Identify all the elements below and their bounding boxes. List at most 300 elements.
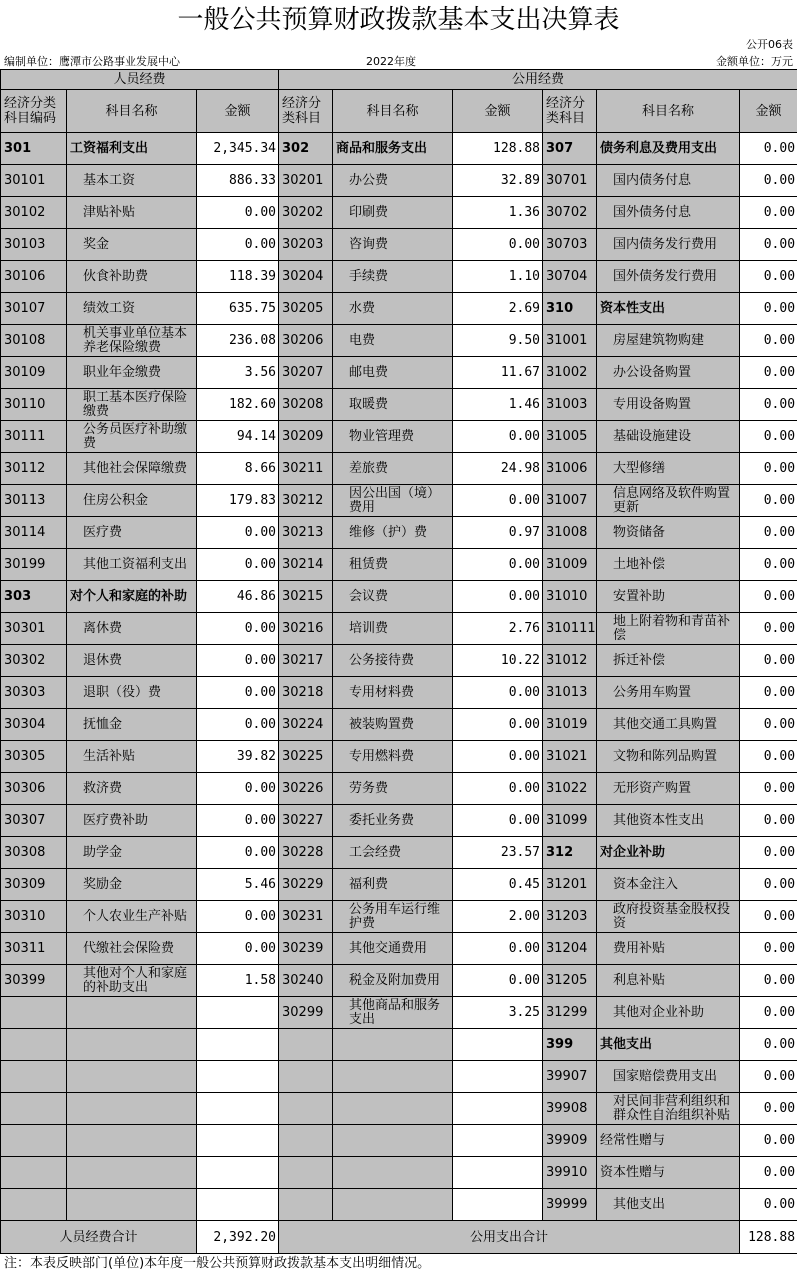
item-amount: 32.89 <box>453 165 543 197</box>
item-name: 离休费 <box>67 613 197 645</box>
item-amount: 0.00 <box>453 709 543 741</box>
item-name: 会议费 <box>333 581 453 613</box>
item-code: 31013 <box>543 677 597 709</box>
item-amount: 0.00 <box>740 453 797 485</box>
item-name: 医疗费补助 <box>67 805 197 837</box>
item-name: 基础设施建设 <box>597 421 740 453</box>
item-name: 邮电费 <box>333 357 453 389</box>
item-amount: 0.00 <box>740 325 797 357</box>
item-amount: 118.39 <box>197 261 279 293</box>
item-name <box>333 1125 453 1157</box>
item-name: 手续费 <box>333 261 453 293</box>
item-name: 工会经费 <box>333 837 453 869</box>
item-code: 30226 <box>279 773 333 805</box>
item-code: 30240 <box>279 965 333 997</box>
item-amount: 0.00 <box>740 613 797 645</box>
table-row <box>1 197 797 229</box>
item-name: 其他交通费用 <box>333 933 453 965</box>
item-amount: 0.00 <box>453 485 543 517</box>
table-row <box>1 453 797 485</box>
item-code: 30239 <box>279 933 333 965</box>
item-amount: 5.46 <box>197 869 279 901</box>
item-code: 31001 <box>543 325 597 357</box>
item-name: 印刷费 <box>333 197 453 229</box>
item-name: 津贴补贴 <box>67 197 197 229</box>
item-name <box>333 1157 453 1189</box>
footnote: 注：本表反映部门(单位)本年度一般公共预算财政拨款基本支出明细情况。 <box>4 1256 431 1271</box>
item-name: 其他支出 <box>597 1029 740 1061</box>
table-row <box>1 389 797 421</box>
item-code: 30304 <box>1 709 67 741</box>
item-amount: 0.00 <box>453 421 543 453</box>
item-amount: 24.98 <box>453 453 543 485</box>
item-name: 对民间非营利组织和群众性自治组织补贴 <box>597 1093 740 1125</box>
item-amount: 0.00 <box>740 421 797 453</box>
item-code: 30301 <box>1 613 67 645</box>
item-name: 其他对企业补助 <box>597 997 740 1029</box>
item-amount: 0.00 <box>740 229 797 261</box>
item-amount: 0.00 <box>740 197 797 229</box>
item-name <box>333 1189 453 1221</box>
item-code: 31021 <box>543 741 597 773</box>
table-row <box>1 709 797 741</box>
item-amount: 0.00 <box>740 1125 797 1157</box>
item-name: 其他商品和服务支出 <box>333 997 453 1029</box>
item-amount: 0.00 <box>740 549 797 581</box>
item-name <box>333 1093 453 1125</box>
item-code: 399 <box>543 1029 597 1061</box>
item-code: 31204 <box>543 933 597 965</box>
item-amount <box>197 1029 279 1061</box>
item-code: 39908 <box>543 1093 597 1125</box>
item-amount: 0.00 <box>740 741 797 773</box>
item-code: 31002 <box>543 357 597 389</box>
col-header-name: 科目名称 <box>597 90 740 133</box>
item-amount <box>197 1189 279 1221</box>
item-amount: 0.00 <box>740 261 797 293</box>
item-amount: 0.00 <box>740 293 797 325</box>
item-code: 39999 <box>543 1189 597 1221</box>
item-amount: 0.00 <box>740 965 797 997</box>
item-name: 培训费 <box>333 613 453 645</box>
item-code: 30203 <box>279 229 333 261</box>
item-name: 费用补贴 <box>597 933 740 965</box>
item-code <box>279 1125 333 1157</box>
item-code: 31006 <box>543 453 597 485</box>
item-amount: 0.00 <box>740 709 797 741</box>
table-row <box>1 805 797 837</box>
item-code: 307 <box>543 133 597 165</box>
item-code: 30108 <box>1 325 67 357</box>
item-name: 住房公积金 <box>67 485 197 517</box>
item-amount: 0.00 <box>740 581 797 613</box>
item-name: 经常性赠与 <box>597 1125 740 1157</box>
item-name: 资本性赠与 <box>597 1157 740 1189</box>
item-code: 31203 <box>543 901 597 933</box>
item-amount: 94.14 <box>197 421 279 453</box>
item-amount: 11.67 <box>453 357 543 389</box>
item-amount: 0.00 <box>740 773 797 805</box>
item-amount <box>453 1157 543 1189</box>
item-name: 政府投资基金股权投资 <box>597 901 740 933</box>
table-row <box>1 933 797 965</box>
item-code: 30702 <box>543 197 597 229</box>
item-code: 39910 <box>543 1157 597 1189</box>
item-code: 30701 <box>543 165 597 197</box>
expenditure-table <box>0 69 797 1254</box>
item-name: 职业年金缴费 <box>67 357 197 389</box>
item-amount: 0.00 <box>740 1093 797 1125</box>
item-name: 公务用车购置 <box>597 677 740 709</box>
item-code: 31012 <box>543 645 597 677</box>
item-code: 31201 <box>543 869 597 901</box>
public-header: 公用经费 <box>279 70 797 90</box>
table-row <box>1 421 797 453</box>
item-code: 30302 <box>1 645 67 677</box>
item-code: 30206 <box>279 325 333 357</box>
item-code: 30111 <box>1 421 67 453</box>
item-code: 30110 <box>1 389 67 421</box>
table-row <box>1 165 797 197</box>
item-amount: 236.08 <box>197 325 279 357</box>
item-amount: 0.00 <box>740 133 797 165</box>
item-code: 30107 <box>1 293 67 325</box>
item-amount: 0.00 <box>197 837 279 869</box>
item-amount: 179.83 <box>197 485 279 517</box>
item-amount: 0.00 <box>453 549 543 581</box>
item-name: 专用材料费 <box>333 677 453 709</box>
item-amount: 0.00 <box>197 613 279 645</box>
item-name: 租赁费 <box>333 549 453 581</box>
table-row <box>1 645 797 677</box>
table-row <box>1 613 797 645</box>
item-name <box>67 1029 197 1061</box>
item-amount: 2.69 <box>453 293 543 325</box>
table-row <box>1 741 797 773</box>
item-amount: 0.00 <box>197 677 279 709</box>
item-amount: 0.00 <box>197 197 279 229</box>
item-name: 安置补助 <box>597 581 740 613</box>
col-header-amount: 金额 <box>197 90 279 133</box>
item-code: 30311 <box>1 933 67 965</box>
item-amount: 9.50 <box>453 325 543 357</box>
page-title: 一般公共预算财政拨款基本支出决算表 <box>177 5 620 35</box>
item-name: 职工基本医疗保险缴费 <box>67 389 197 421</box>
item-name: 物业管理费 <box>333 421 453 453</box>
item-code: 30215 <box>279 581 333 613</box>
item-code <box>1 1093 67 1125</box>
item-name: 文物和陈列品购置 <box>597 741 740 773</box>
table-row <box>1 357 797 389</box>
item-amount: 1.46 <box>453 389 543 421</box>
item-name: 办公设备购置 <box>597 357 740 389</box>
personnel-header: 人员经费 <box>1 70 279 90</box>
item-name: 专用燃料费 <box>333 741 453 773</box>
item-amount <box>453 1061 543 1093</box>
item-name: 资本金注入 <box>597 869 740 901</box>
item-name <box>67 1189 197 1221</box>
item-name: 其他支出 <box>597 1189 740 1221</box>
table-row <box>1 1189 797 1221</box>
item-code <box>1 1125 67 1157</box>
item-amount: 0.00 <box>740 389 797 421</box>
item-code: 30307 <box>1 805 67 837</box>
item-name: 因公出国（境）费用 <box>333 485 453 517</box>
item-name: 商品和服务支出 <box>333 133 453 165</box>
item-name: 公务员医疗补助缴费 <box>67 421 197 453</box>
item-amount <box>197 1093 279 1125</box>
item-name <box>67 1125 197 1157</box>
item-name: 伙食补助费 <box>67 261 197 293</box>
item-name: 差旅费 <box>333 453 453 485</box>
col-header-amount: 金额 <box>740 90 797 133</box>
item-amount: 0.00 <box>740 901 797 933</box>
item-amount: 0.00 <box>197 229 279 261</box>
table-row <box>1 549 797 581</box>
item-amount: 0.00 <box>453 965 543 997</box>
item-name: 对企业补助 <box>597 837 740 869</box>
item-name: 无形资产购置 <box>597 773 740 805</box>
item-code: 30214 <box>279 549 333 581</box>
item-code: 30103 <box>1 229 67 261</box>
item-code: 30227 <box>279 805 333 837</box>
item-code <box>279 1029 333 1061</box>
item-code <box>1 997 67 1029</box>
item-amount: 0.00 <box>197 901 279 933</box>
item-amount: 0.45 <box>453 869 543 901</box>
item-name: 物资储备 <box>597 517 740 549</box>
item-amount: 0.97 <box>453 517 543 549</box>
item-amount: 23.57 <box>453 837 543 869</box>
item-code: 31007 <box>543 485 597 517</box>
item-name: 取暖费 <box>333 389 453 421</box>
item-name: 生活补贴 <box>67 741 197 773</box>
item-name: 税金及附加费用 <box>333 965 453 997</box>
item-code: 30228 <box>279 837 333 869</box>
col-header-code: 经济分类科目编码 <box>1 90 67 133</box>
item-amount: 3.25 <box>453 997 543 1029</box>
item-code: 30299 <box>279 997 333 1029</box>
item-code: 31005 <box>543 421 597 453</box>
item-name: 信息网络及软件购置更新 <box>597 485 740 517</box>
item-code: 30207 <box>279 357 333 389</box>
item-amount: 0.00 <box>740 485 797 517</box>
compiling-unit: 编制单位：鹰潭市公路事业发展中心 <box>4 55 180 68</box>
item-amount: 0.00 <box>197 709 279 741</box>
item-name: 资本性支出 <box>597 293 740 325</box>
item-code: 30305 <box>1 741 67 773</box>
item-name: 大型修缮 <box>597 453 740 485</box>
item-code: 312 <box>543 837 597 869</box>
item-name: 办公费 <box>333 165 453 197</box>
item-code: 301 <box>1 133 67 165</box>
item-name: 国外债务付息 <box>597 197 740 229</box>
item-code: 31003 <box>543 389 597 421</box>
item-code: 30201 <box>279 165 333 197</box>
item-amount: 635.75 <box>197 293 279 325</box>
item-amount: 0.00 <box>453 677 543 709</box>
item-code: 30309 <box>1 869 67 901</box>
item-name: 机关事业单位基本养老保险缴费 <box>67 325 197 357</box>
item-code: 31022 <box>543 773 597 805</box>
personnel-total-value: 2,392.20 <box>197 1221 279 1254</box>
item-amount: 0.00 <box>740 165 797 197</box>
item-code: 30231 <box>279 901 333 933</box>
item-code: 30218 <box>279 677 333 709</box>
item-amount: 1.58 <box>197 965 279 997</box>
table-row <box>1 517 797 549</box>
item-name: 水费 <box>333 293 453 325</box>
item-code: 30229 <box>279 869 333 901</box>
item-code: 30209 <box>279 421 333 453</box>
item-code: 30199 <box>1 549 67 581</box>
item-amount: 0.00 <box>197 517 279 549</box>
table-row <box>1 293 797 325</box>
col-header-name: 科目名称 <box>67 90 197 133</box>
item-code: 31299 <box>543 997 597 1029</box>
item-code: 30704 <box>543 261 597 293</box>
item-amount: 0.00 <box>740 1029 797 1061</box>
table-row <box>1 901 797 933</box>
item-name <box>67 1061 197 1093</box>
item-name: 工资福利支出 <box>67 133 197 165</box>
table-row <box>1 1029 797 1061</box>
item-name: 公务用车运行维护费 <box>333 901 453 933</box>
item-code: 30113 <box>1 485 67 517</box>
item-name: 维修（护）费 <box>333 517 453 549</box>
item-name: 奖励金 <box>67 869 197 901</box>
item-name <box>67 1157 197 1189</box>
item-amount: 0.00 <box>453 581 543 613</box>
item-name: 其他工资福利支出 <box>67 549 197 581</box>
item-code: 30303 <box>1 677 67 709</box>
item-name: 专用设备购置 <box>597 389 740 421</box>
table-row <box>1 229 797 261</box>
item-code: 30212 <box>279 485 333 517</box>
item-name: 基本工资 <box>67 165 197 197</box>
item-code: 30310 <box>1 901 67 933</box>
fiscal-year: 2022年度 <box>366 55 416 68</box>
item-name: 利息补贴 <box>597 965 740 997</box>
item-code: 30703 <box>543 229 597 261</box>
amount-unit: 金额单位：万元 <box>716 55 793 68</box>
item-amount: 10.22 <box>453 645 543 677</box>
public-total-value: 128.88 <box>740 1221 797 1254</box>
item-amount: 0.00 <box>197 645 279 677</box>
item-code: 30101 <box>1 165 67 197</box>
item-amount: 0.00 <box>740 1157 797 1189</box>
item-code: 30225 <box>279 741 333 773</box>
item-amount <box>453 1125 543 1157</box>
item-amount: 0.00 <box>197 549 279 581</box>
item-name: 国内债务发行费用 <box>597 229 740 261</box>
item-amount: 3.56 <box>197 357 279 389</box>
table-row <box>1 325 797 357</box>
item-amount: 0.00 <box>453 805 543 837</box>
item-amount: 0.00 <box>740 869 797 901</box>
item-code: 39909 <box>543 1125 597 1157</box>
item-name: 土地补偿 <box>597 549 740 581</box>
item-amount: 0.00 <box>740 805 797 837</box>
item-name: 退休费 <box>67 645 197 677</box>
item-name: 退职（役）费 <box>67 677 197 709</box>
item-code: 30213 <box>279 517 333 549</box>
item-name: 个人农业生产补贴 <box>67 901 197 933</box>
item-amount: 2,345.34 <box>197 133 279 165</box>
item-amount <box>197 997 279 1029</box>
item-name <box>67 1093 197 1125</box>
table-row <box>1 133 797 165</box>
item-amount <box>197 1061 279 1093</box>
item-amount: 0.00 <box>740 933 797 965</box>
item-code: 30217 <box>279 645 333 677</box>
item-name: 被装购置费 <box>333 709 453 741</box>
item-code: 30109 <box>1 357 67 389</box>
item-name: 绩效工资 <box>67 293 197 325</box>
item-code: 30112 <box>1 453 67 485</box>
item-name: 代缴社会保险费 <box>67 933 197 965</box>
item-amount: 128.88 <box>453 133 543 165</box>
item-code: 30114 <box>1 517 67 549</box>
item-amount: 0.00 <box>740 997 797 1029</box>
item-code <box>1 1029 67 1061</box>
item-amount: 0.00 <box>740 677 797 709</box>
item-amount: 39.82 <box>197 741 279 773</box>
item-amount <box>453 1189 543 1221</box>
item-name <box>67 997 197 1029</box>
item-amount: 0.00 <box>453 741 543 773</box>
table-row <box>1 1157 797 1189</box>
item-code: 31008 <box>543 517 597 549</box>
item-amount: 0.00 <box>453 229 543 261</box>
item-code: 31099 <box>543 805 597 837</box>
item-code: 310111 <box>543 613 597 645</box>
item-code: 30211 <box>279 453 333 485</box>
item-code: 310 <box>543 293 597 325</box>
item-name: 国家赔偿费用支出 <box>597 1061 740 1093</box>
item-name <box>333 1061 453 1093</box>
item-amount <box>197 1157 279 1189</box>
item-amount: 0.00 <box>197 773 279 805</box>
item-name: 债务利息及费用支出 <box>597 133 740 165</box>
col-header-code: 经济分类科目 <box>543 90 597 133</box>
item-amount: 182.60 <box>197 389 279 421</box>
table-row <box>1 965 797 997</box>
item-code: 30224 <box>279 709 333 741</box>
item-amount <box>197 1125 279 1157</box>
item-name: 电费 <box>333 325 453 357</box>
table-row <box>1 773 797 805</box>
item-code <box>1 1061 67 1093</box>
table-row <box>1 1125 797 1157</box>
item-amount: 1.36 <box>453 197 543 229</box>
item-code <box>279 1157 333 1189</box>
table-row <box>1 1061 797 1093</box>
table-row <box>1 869 797 901</box>
item-code: 31009 <box>543 549 597 581</box>
item-name: 劳务费 <box>333 773 453 805</box>
item-name: 咨询费 <box>333 229 453 261</box>
item-name <box>333 1029 453 1061</box>
item-code <box>279 1093 333 1125</box>
item-amount: 0.00 <box>453 773 543 805</box>
table-row <box>1 997 797 1029</box>
table-row <box>1 581 797 613</box>
item-name: 其他资本性支出 <box>597 805 740 837</box>
item-amount: 0.00 <box>740 1189 797 1221</box>
item-name: 地上附着物和青苗补偿 <box>597 613 740 645</box>
item-name: 抚恤金 <box>67 709 197 741</box>
